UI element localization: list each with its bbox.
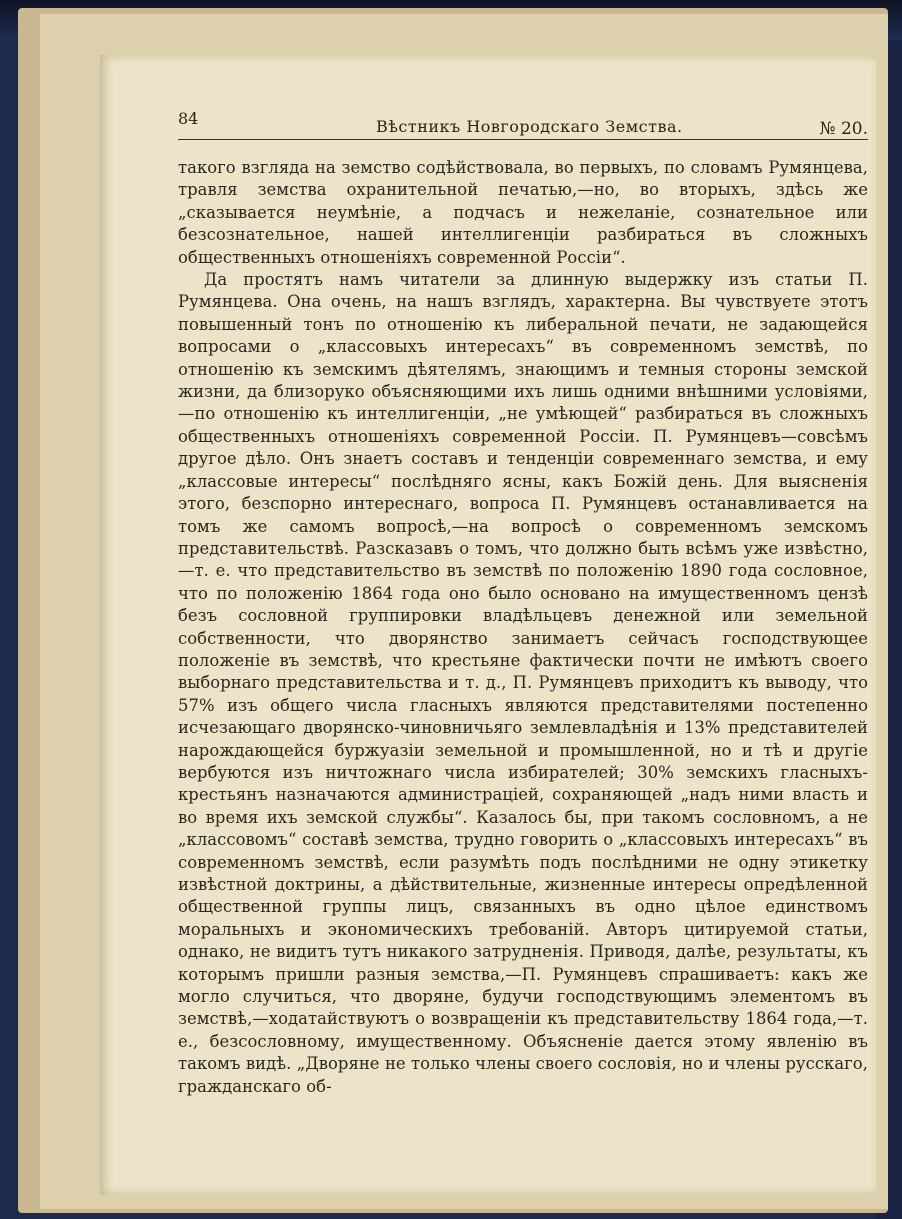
journal-title: Вѣстникъ Новгородскаго Земства. <box>376 117 683 136</box>
paragraph-continued: такого взгляда на земство содѣйствовала, во первыхъ, по словамъ Румянцева, травля земства охранительной печатью,—но, во вторыхъ, здѣсь же „сказывается неумѣніе, а подчасъ и нежеланіе, сознательное или безсознательное, нашей интеллигенціи разбираться въ сложныхъ общественныхъ отношеніяхъ современной Россіи“. <box>178 158 868 267</box>
issue-number: № 20. <box>819 119 868 139</box>
running-header <box>178 105 868 140</box>
body-text <box>178 157 868 1098</box>
page-number: 84 <box>178 109 199 128</box>
book-page <box>100 55 876 1195</box>
paragraph: Да простятъ намъ читатели за длинную выдержку изъ статьи П. Румянцева. Она очень, на нашъ взглядъ, характерна. Вы чувствуете этотъ повышенный тонъ по отношенію къ либеральной печати, не задающейся вопросами о „классовыхъ интересахъ“ въ современномъ земствѣ, по отношенію къ земскимъ дѣятелямъ, знающимъ и темныя стороны земской жизни, да близоруко объясняющими ихъ лишь одними внѣшними условіями,—по отношенію къ интеллигенціи, „не умѣющей“ разбираться въ сложныхъ общественныхъ отношеніяхъ современной Россіи. П. Румянцевъ—совсѣмъ другое дѣло. Онъ знаетъ составъ и тенденціи современнаго земства, и ему „классовые интересы“ послѣдняго ясны, какъ Божій день. Для выясненія этого, безспорно интереснаго, вопроса П. Румянцевъ останавливается на томъ же самомъ вопросѣ,—на вопросѣ о современномъ земскомъ представительствѣ. Разсказавъ о томъ, что должно быть всѣмъ уже извѣстно,—т. е. что представительство въ земствѣ по положенію 1890 года сословное, что по положенію 1864 года оно было основано на имущественномъ цензѣ безъ сословной группировки владѣльцевъ денежной или земельной собственности, что дворянство занимаетъ сейчасъ господствующее положеніе въ земствѣ, что крестьяне фактически почти не имѣютъ своего выборнаго представительства и т. д., П. Румянцевъ приходитъ къ выводу, что 57% изъ общего числа гласныхъ являются представителями постепенно исчезающаго дворянско-чиновничьяго землевладѣнія и 13% представителей нарождающейся буржуазіи земельной и промышленной, но и тѣ и другіе вербуются изъ ничтожнаго числа избирателей; 30% земскихъ гласныхъ-крестьянъ назначаются администраціей, сохраняющей „надъ ними власть и во время ихъ земской службы“. Казалось бы, при такомъ сословномъ, а не „классовомъ“ составѣ земства, трудно говорить о „классовыхъ интересахъ“ въ современномъ земствѣ, если разумѣть подъ послѣдними не одну этикетку извѣстной доктрины, а дѣйствительные, жизненные интересы опредѣленной общественной группы лицъ, связанныхъ въ одно цѣлое единствомъ моральныхъ и экономическихъ требованій. Авторъ цитируемой статьи, однако, не видитъ тутъ никакого затрудненія. Приводя, далѣе, результаты, къ которымъ пришли разныя земства,—П. Румянцевъ спрашиваетъ: какъ же могло случиться, что дворяне, будучи господствующимъ элементомъ въ земствѣ,—ходатайствуютъ о возвращеніи къ представительству 1864 года,—т. е., безсословному, имущественному. Объясненіе дается этому явленію въ такомъ видѣ. „Дворяне не только члены своего сословія, но и члены русскаго, гражданскаго об- <box>178 270 868 1096</box>
